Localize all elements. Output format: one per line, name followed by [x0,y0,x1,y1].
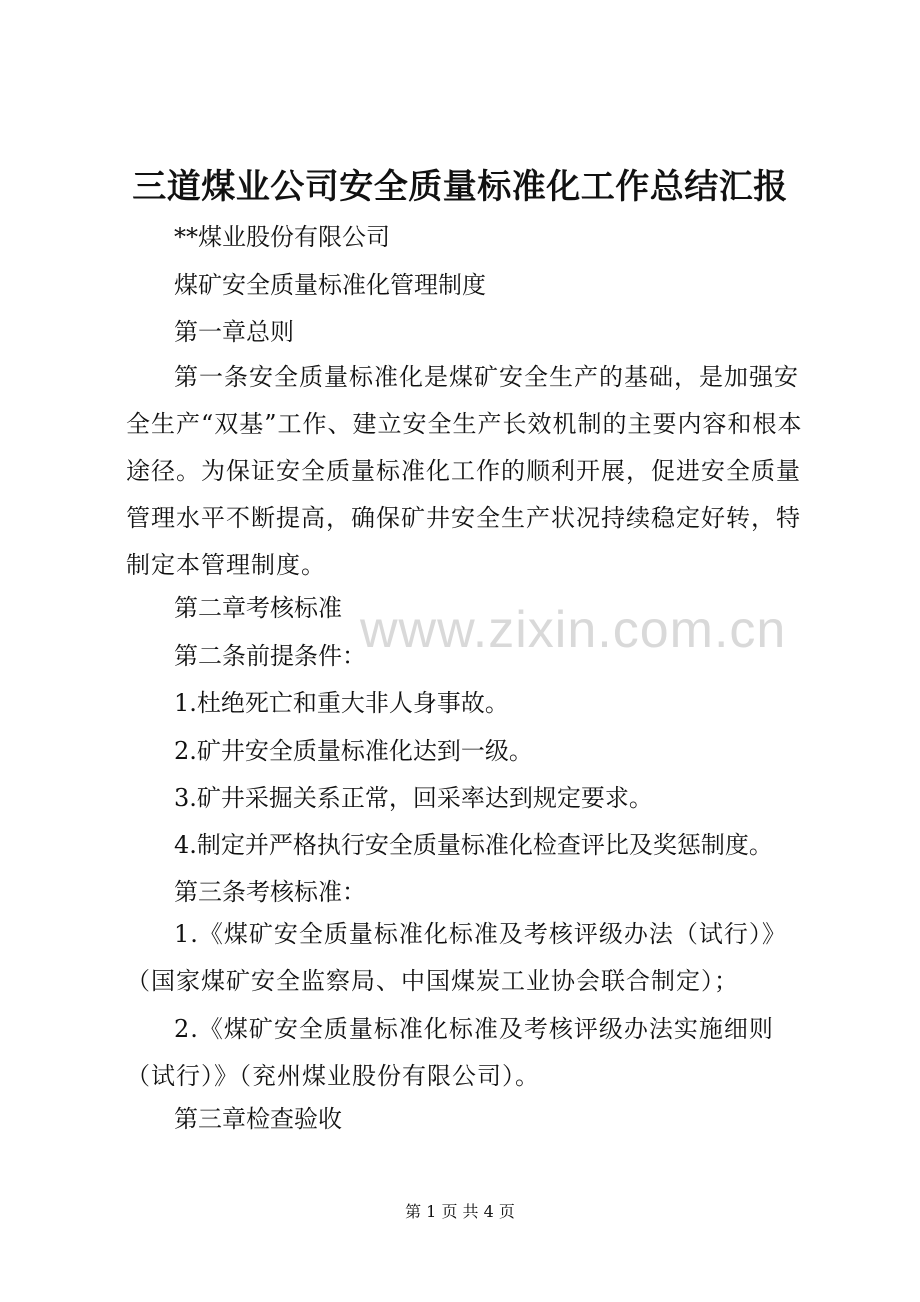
standard-item-2: 2.《煤矿安全质量标准化标准及考核评级办法实施细则（试行）》（兖州煤业股份有限公司）。 [126,1015,774,1090]
chapter-3-heading: 第三章检查验收 [174,1105,342,1133]
system-name: 煤矿安全质量标准化管理制度 [174,271,486,299]
article-1-paragraph: 第一条安全质量标准化是煤矿安全生产的基础，是加强安全生产“双基”工作、建立安全生产长效机制的主要内容和根本途径。为保证安全质量标准化工作的顺利开展，促进安全质量管理水平不断提高，确保矿井安全生产状况持续稳定好转，特制定本管理制度。 [126,363,803,579]
article-2-heading: 第二条前提条件： [174,642,366,670]
requirement-item-4: 4.制定并严格执行安全质量标准化检查评比及奖惩制度。 [174,831,773,859]
watermark: www.zixin.com.cn [360,601,787,659]
requirement-item-2: 2.矿井安全质量标准化达到一级。 [174,737,533,765]
document-title: 三道煤业公司安全质量标准化工作总结汇报 [132,167,788,207]
standard-item-1: 1.《煤矿安全质量标准化标准及考核评级办法（试行）》（国家煤矿安全监察局、中国煤炭工业协会联合制定）； [126,920,787,995]
chapter-2-heading: 第二章考核标准 [174,594,342,622]
company-name: **煤业股份有限公司 [174,223,390,251]
chapter-1-heading: 第一章总则 [174,318,294,346]
requirement-item-3: 3.矿井采掘关系正常，回采率达到规定要求。 [174,784,653,812]
requirement-item-1: 1.杜绝死亡和重大非人身事故。 [174,689,509,717]
page-footer: 第 1 页 共 4 页 [405,1202,515,1221]
article-3-heading: 第三条考核标准： [174,878,366,906]
